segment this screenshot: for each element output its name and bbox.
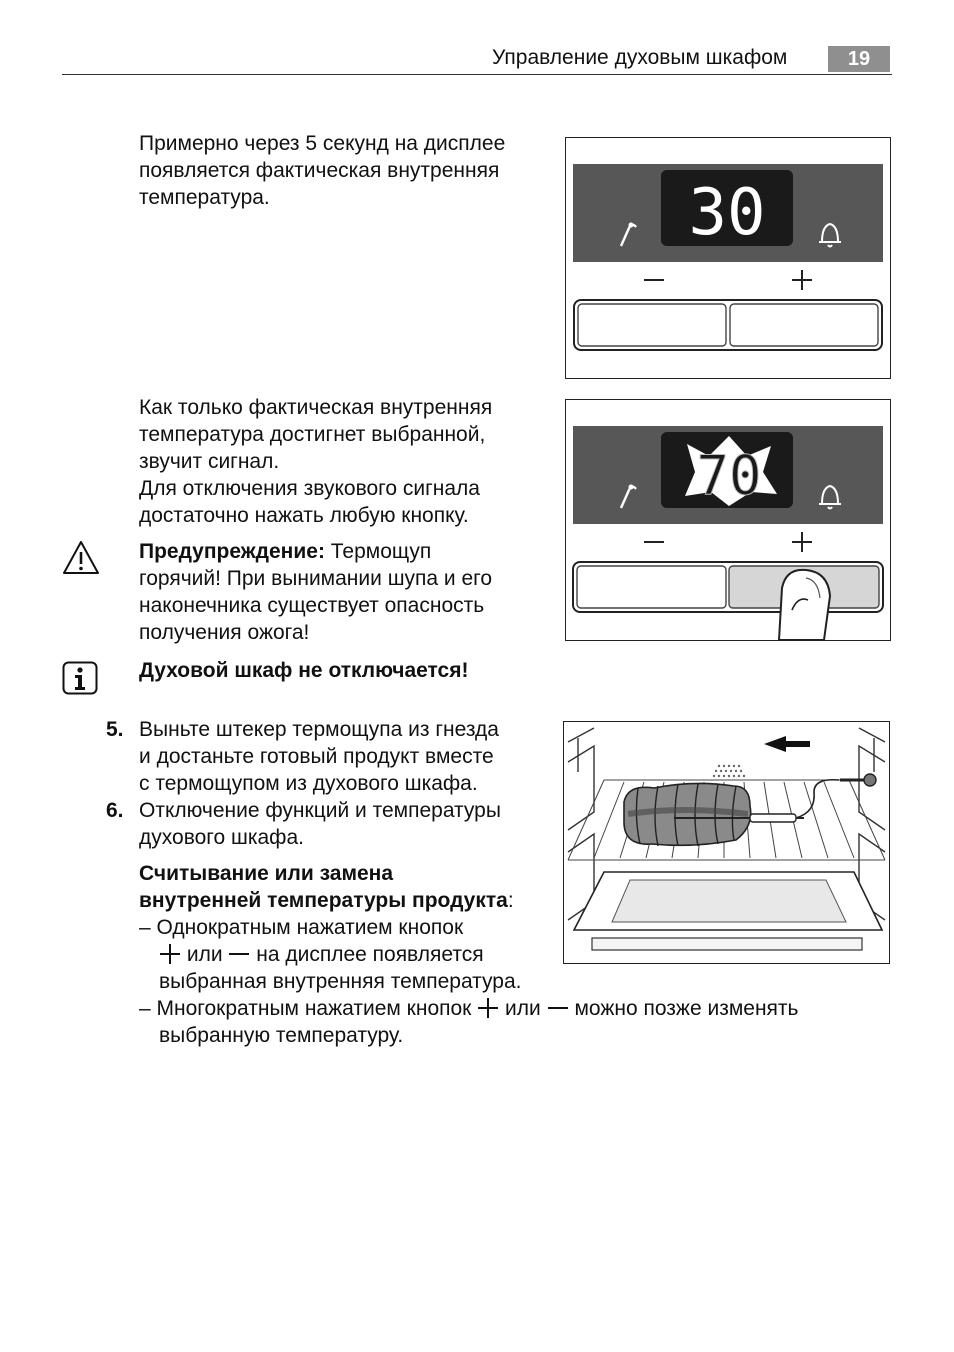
text-span: Отключение функций и температуры (139, 799, 501, 822)
arrow-left-icon (764, 736, 810, 752)
plus-symbol (792, 532, 812, 552)
text-span: Термощуп (324, 540, 432, 563)
text-line: и достаньте готовый продукт вместе (139, 745, 494, 768)
text-line: появляется фактическая внутренняя (139, 159, 500, 182)
text-line: температура. (139, 186, 270, 209)
subsection-heading: внутренней температуры продукта (139, 889, 508, 912)
text-line: получения ожога! (139, 621, 310, 644)
text-span: или (181, 943, 229, 966)
text-line: горячий! При вынимании шупа и его (139, 567, 493, 590)
text-span: на дисплее появляется (250, 943, 484, 966)
figure-control-panel-30 (565, 137, 891, 379)
minus-key-icon (229, 953, 249, 955)
bullet-line: выбранную температуру. (159, 1024, 404, 1047)
text-line: Как только фактическая внутренняя (139, 396, 493, 419)
steps-list (106, 716, 551, 851)
text-line: духового шкафа. (139, 826, 304, 849)
roast-meat (624, 783, 751, 846)
info-text (139, 657, 549, 684)
oven-interior-illustration (564, 722, 889, 963)
warning-text (139, 538, 549, 646)
text-span: Выньте штекер термощупа из гнезда (139, 718, 499, 741)
text-line: температура достигнет выбранной, (139, 423, 486, 446)
plus-key-icon (160, 944, 180, 964)
text-span: можно позже изменять (568, 997, 799, 1020)
text-span: : (507, 889, 514, 912)
text-span: или (499, 997, 547, 1020)
display-value: 30 (688, 176, 766, 250)
text-span: – Многократным нажатием кнопок (139, 997, 478, 1020)
figure-oven-interior (563, 721, 890, 964)
info-note: Духовой шкаф не отключается! (139, 659, 469, 682)
warning-icon (61, 539, 101, 577)
header-divider (62, 74, 892, 75)
plus-key-icon (478, 998, 498, 1018)
section-title: Управление духовым шкафом (492, 46, 788, 69)
minus-button[interactable] (578, 304, 726, 346)
bullet-line: – Однократным нажатием кнопок (139, 916, 464, 939)
step-number: 5. (106, 718, 124, 741)
minus-key-icon (548, 1007, 568, 1009)
paragraph-display-temperature (139, 130, 549, 211)
display-value: 70 (696, 444, 762, 507)
bullet-line: выбранная внутренняя температура. (159, 970, 522, 993)
paragraph-signal (139, 394, 549, 529)
text-line: Примерно через 5 секунд на дисплее (139, 132, 506, 155)
plus-symbol (792, 270, 812, 290)
minus-button[interactable] (577, 566, 726, 608)
text-line: звучит сигнал. (139, 450, 280, 473)
text-line: наконечника существует опасность (139, 594, 485, 617)
baking-tray (574, 872, 882, 950)
subsection-heading: Считывание или замена (139, 862, 394, 885)
finger-illustration (779, 570, 830, 640)
text-line: с термощупом из духового шкафа. (139, 772, 478, 795)
fan-cover (713, 765, 745, 777)
plus-button[interactable] (730, 304, 878, 346)
text-line: достаточно нажать любую кнопку. (139, 504, 469, 527)
text-line: Для отключения звукового сигнала (139, 477, 480, 500)
control-panel-alarm-illustration (566, 400, 890, 640)
page-number-badge: 19 (828, 46, 890, 72)
warning-label: Предупреждение: (139, 540, 325, 563)
info-icon (62, 661, 98, 695)
step-number: 6. (106, 799, 124, 822)
figure-control-panel-70 (565, 399, 891, 641)
control-panel-illustration (566, 138, 890, 378)
